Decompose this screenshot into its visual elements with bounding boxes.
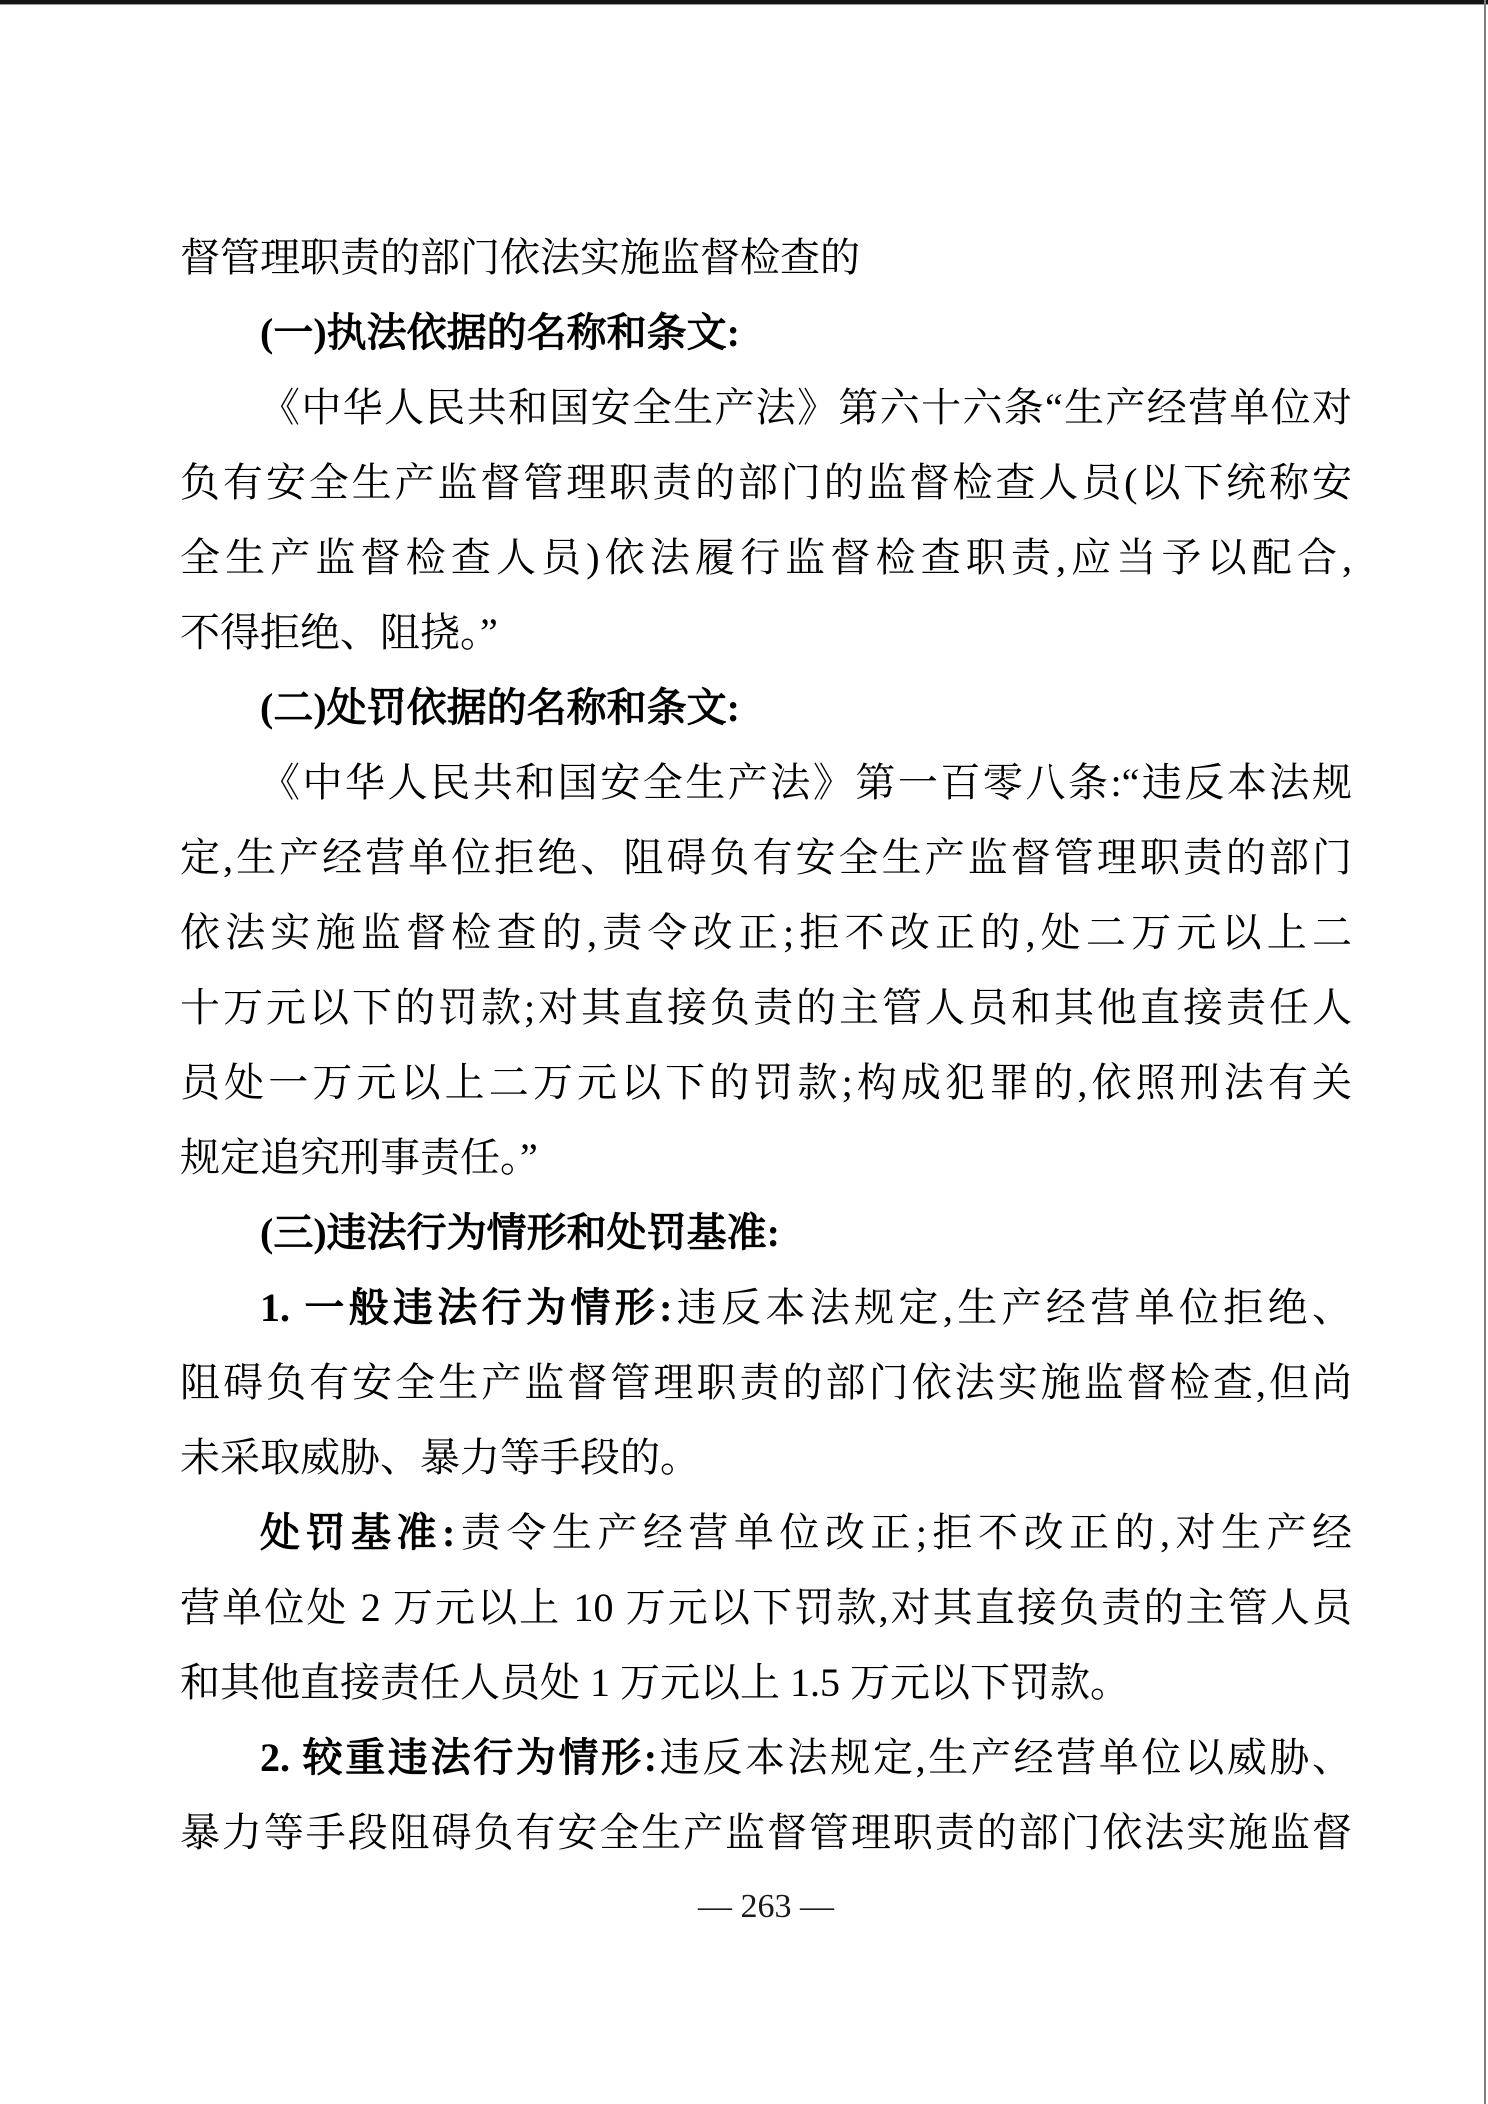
text-line-2 — [180, 295, 1352, 370]
top-border-bar — [0, 0, 1488, 5]
heading-text: (二)处罚依据的名称和条文: — [260, 685, 740, 730]
body-text: 《中华人民共和国安全生产法》第六十六条“生产经营单位对 — [260, 385, 1352, 430]
body-text: 督管理职责的部门依法实施监督检查的 — [180, 235, 860, 280]
heading-text: (一)执法依据的名称和条文: — [260, 310, 740, 355]
text-line-21 — [180, 1720, 1352, 1795]
body-text: 负有安全生产监督管理职责的部门的监督检查人员(以下统称安 — [180, 460, 1352, 505]
text-line-8 — [180, 745, 1352, 820]
heading-text: 处罚基准: — [260, 1510, 456, 1555]
page-number: — 263 — — [698, 1888, 834, 1925]
body-text: 不得拒绝、阻挠。” — [180, 610, 498, 655]
text-line-4 — [180, 445, 1352, 520]
body-text: 全生产监督检查人员)依法履行监督检查职责,应当予以配合, — [180, 535, 1352, 580]
body-text: 员处一万元以上二万元以下的罚款;构成犯罪的,依照刑法有关 — [180, 1060, 1352, 1105]
text-line-20 — [180, 1645, 1352, 1720]
text-line-5 — [180, 520, 1352, 595]
text-line-12 — [180, 1045, 1352, 1120]
text-line-6 — [180, 595, 1352, 670]
text-line-13 — [180, 1120, 1352, 1195]
body-text: 营单位处 2 万元以上 10 万元以下罚款,对其直接负责的主管人员 — [180, 1585, 1352, 1630]
heading-text: 2. 较重违法行为情形: — [260, 1735, 658, 1780]
text-line-22 — [180, 1795, 1352, 1870]
text-line-1 — [180, 220, 1352, 295]
text-line-15 — [180, 1270, 1352, 1345]
body-text: 规定追究刑事责任。” — [180, 1135, 538, 1180]
body-text: 违反本法规定,生产经营单位以威胁、 — [657, 1735, 1352, 1780]
right-border-rule — [1484, 0, 1486, 2104]
text-line-16 — [180, 1345, 1352, 1420]
body-text: 和其他直接责任人员处 1 万元以上 1.5 万元以下罚款。 — [180, 1660, 1130, 1705]
text-line-3 — [180, 370, 1352, 445]
text-line-7 — [180, 670, 1352, 745]
body-text: 十万元以下的罚款;对其直接负责的主管人员和其他直接责任人 — [180, 985, 1352, 1030]
body-text: 未采取威胁、暴力等手段的。 — [180, 1435, 700, 1480]
text-line-10 — [180, 895, 1352, 970]
page-footer — [180, 1887, 1352, 1927]
text-line-17 — [180, 1420, 1352, 1495]
text-block — [180, 220, 1352, 1870]
heading-text: 1. 一般违法行为情形: — [260, 1285, 673, 1330]
body-text: 定,生产经营单位拒绝、阻碍负有安全生产监督管理职责的部门 — [180, 835, 1352, 880]
body-text: 依法实施监督检查的,责令改正;拒不改正的,处二万元以上二 — [180, 910, 1352, 955]
text-line-19 — [180, 1570, 1352, 1645]
body-text: 阻碍负有安全生产监督管理职责的部门依法实施监督检查,但尚 — [180, 1360, 1352, 1405]
text-line-18 — [180, 1495, 1352, 1570]
text-line-9 — [180, 820, 1352, 895]
body-text: 违反本法规定,生产经营单位拒绝、 — [672, 1285, 1353, 1330]
heading-text: (三)违法行为情形和处罚基准: — [260, 1210, 780, 1255]
body-text: 《中华人民共和国安全生产法》第一百零八条:“违反本法规 — [260, 760, 1352, 805]
text-line-14 — [180, 1195, 1352, 1270]
body-text: 责令生产经营单位改正;拒不改正的,对生产经 — [455, 1510, 1352, 1555]
text-line-11 — [180, 970, 1352, 1045]
body-text: 暴力等手段阻碍负有安全生产监督管理职责的部门依法实施监督 — [180, 1810, 1352, 1855]
